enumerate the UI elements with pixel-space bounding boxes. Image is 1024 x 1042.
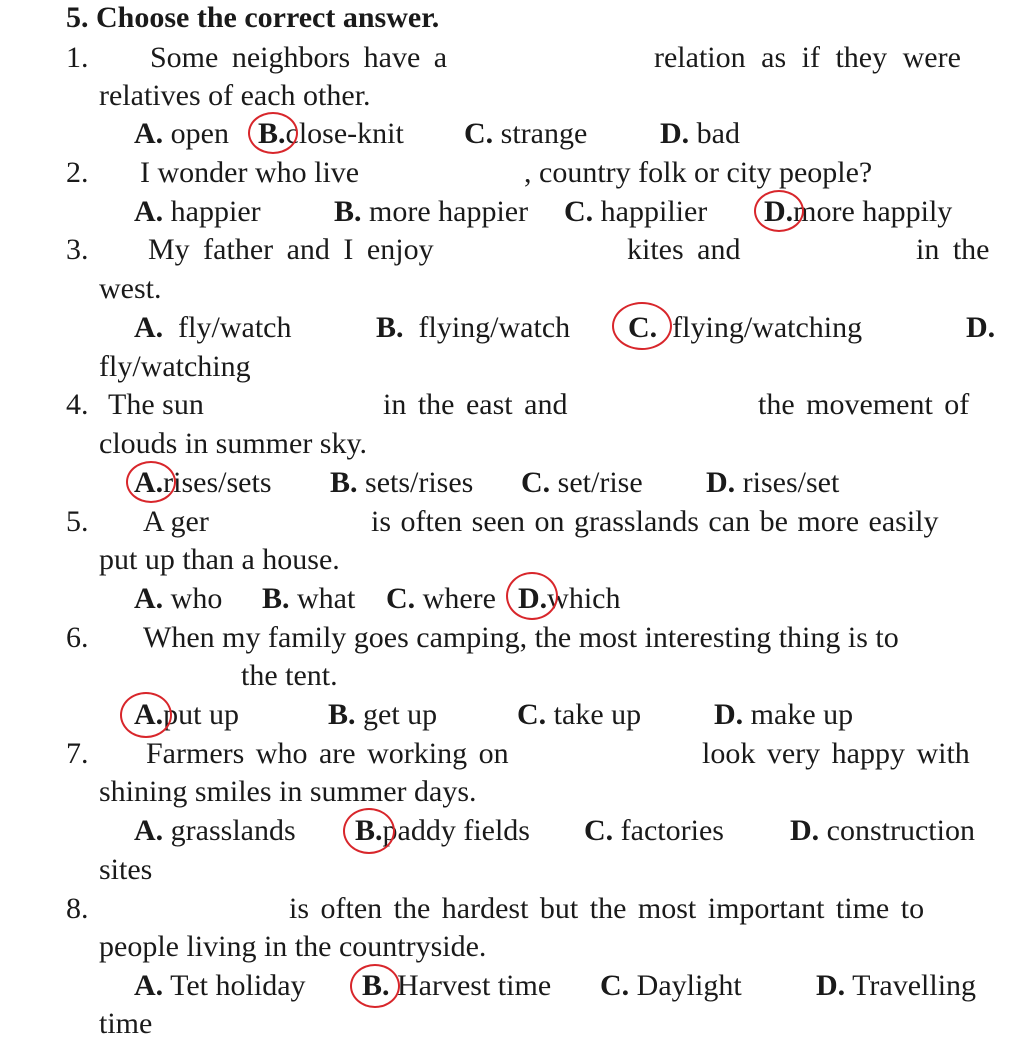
q3-stem-cont: west. [99,272,162,305]
option-letter: A. [134,195,164,228]
q8-stem-a: is often the hardest but the most important time to [289,892,925,925]
option-letter: C. [564,195,594,228]
option-letter: B. [362,969,390,1002]
option-text: flying/watch [418,311,571,344]
q7-option-c[interactable] [584,813,724,849]
q2-option-a[interactable] [134,194,261,230]
q8-option-a[interactable] [134,968,306,1004]
q5-number: 5. [66,505,89,538]
option-letter: A. [134,814,164,847]
option-letter: D. [790,814,820,847]
q7-option-d[interactable] [790,813,975,849]
q4-option-b[interactable] [330,465,473,501]
q1-option-a[interactable] [134,116,229,152]
q3-option-a[interactable] [134,310,291,346]
q3-option-d[interactable] [966,310,995,346]
option-text: take up [553,698,642,731]
option-text: paddy fields [382,814,530,847]
q3-number: 3. [66,233,89,266]
option-letter: A. [134,698,164,731]
q2-stem-a: I wonder who live [140,156,360,189]
q5-option-d[interactable] [518,581,621,617]
q6-stem-cont: the tent. [241,659,338,692]
q2-stem-b: , country folk or city people? [524,156,873,189]
option-letter: A. [134,466,164,499]
option-text: where [422,582,496,615]
q3-option-c[interactable] [628,310,862,346]
option-text: more happily [793,195,953,228]
option-letter: C. [464,117,494,150]
option-letter: A. [134,969,164,1002]
option-text: more happier [369,195,529,228]
q8-stem-cont: people living in the countryside. [99,930,487,963]
option-text: strange [500,117,588,150]
q3-option-b[interactable] [376,310,570,346]
q4-option-a[interactable] [134,465,272,501]
option-letter: D. [706,466,736,499]
q4-option-c[interactable] [521,465,643,501]
option-letter: C. [584,814,614,847]
option-letter: A. [134,582,164,615]
q6-option-b[interactable] [328,697,437,733]
option-letter: B. [262,582,290,615]
option-text: flying/watching [672,311,863,344]
option-text: close-knit [285,117,404,150]
q2-number: 2. [66,156,89,189]
q3-stem-c: in the [916,233,990,266]
option-letter: B. [334,195,362,228]
option-text: Harvest time [397,969,552,1002]
option-letter: B. [330,466,358,499]
option-letter: C. [517,698,547,731]
q6-option-c[interactable] [517,697,641,733]
option-letter: C. [628,311,658,344]
option-text: grasslands [170,814,296,847]
option-text: Daylight [636,969,742,1002]
option-letter: D. [816,969,846,1002]
q2-option-c[interactable] [564,194,707,230]
q7-option-d-cont: sites [99,853,153,886]
q7-stem-b: look very happy with [702,737,970,770]
option-letter: B. [376,311,404,344]
option-letter: B. [258,117,286,150]
q2-option-d[interactable] [764,194,952,230]
q6-number: 6. [66,621,89,654]
exercise-heading: 5. Choose the correct answer. [66,1,440,34]
q1-stem-b: relation as if they were [654,41,961,74]
option-letter: C. [386,582,416,615]
option-letter: C. [521,466,551,499]
q4-number: 4. [66,388,89,421]
option-letter: B. [328,698,356,731]
q5-stem-a: A ger [143,505,209,538]
option-letter: A. [134,311,164,344]
q8-option-d-cont: time [99,1007,153,1040]
option-text: sets/rises [365,466,474,499]
q7-option-b[interactable] [355,813,530,849]
q4-stem-b: in the east and [383,388,568,421]
option-letter: D. [714,698,744,731]
option-letter: B. [355,814,383,847]
option-text: which [547,582,621,615]
q5-stem-cont: put up than a house. [99,543,340,576]
q1-option-b[interactable] [258,116,404,152]
option-text: happilier [600,195,708,228]
q4-option-d[interactable] [706,465,839,501]
q2-option-b[interactable] [334,194,528,230]
option-text: who [170,582,223,615]
q1-option-d[interactable] [660,116,740,152]
q5-stem-b: is often seen on grasslands can be more easily [371,505,939,538]
q5-option-a[interactable] [134,581,222,617]
q6-option-a[interactable] [134,697,239,733]
option-text: rises/sets [163,466,272,499]
q1-stem-a: Some neighbors have a [150,41,448,74]
q5-option-c[interactable] [386,581,496,617]
q8-option-d[interactable] [816,968,976,1004]
option-text: Travelling [852,969,977,1002]
q3-option-d-text: fly/watching [99,350,251,383]
q8-number: 8. [66,892,89,925]
option-letter: D. [764,195,794,228]
q1-option-c[interactable] [464,116,587,152]
option-text: make up [750,698,854,731]
q4-stem-cont: clouds in summer sky. [99,427,368,460]
q1-stem-cont: relatives of each other. [99,79,371,112]
q6-option-d[interactable] [714,697,853,733]
q3-stem-b: kites and [627,233,741,266]
q8-option-c[interactable] [600,968,742,1004]
option-text: factories [620,814,724,847]
option-text: happier [170,195,261,228]
option-text: open [170,117,229,150]
option-letter: D. [660,117,690,150]
option-text: set/rise [557,466,643,499]
option-text: bad [696,117,740,150]
q3-stem-a: My father and I enjoy [148,233,434,266]
q8-option-b[interactable] [362,968,551,1004]
option-letter: D. [518,582,548,615]
option-text: construction [826,814,975,847]
q4-stem-a: The sun [108,388,204,421]
q7-number: 7. [66,737,89,770]
q7-stem-cont: shining smiles in summer days. [99,775,477,808]
option-text: what [297,582,356,615]
q7-option-a[interactable] [134,813,296,849]
option-letter: D. [966,311,996,344]
q4-stem-c: the movement of [758,388,970,421]
option-text: put up [163,698,240,731]
option-letter: A. [134,117,164,150]
option-text: get up [363,698,438,731]
q6-stem-a: When my family goes camping, the most interesting thing is to [143,621,899,654]
option-text: rises/set [742,466,840,499]
q1-number: 1. [66,41,89,74]
option-letter: C. [600,969,630,1002]
q5-option-b[interactable] [262,581,355,617]
q7-stem-a: Farmers who are working on [146,737,509,770]
option-text: fly/watch [178,311,292,344]
option-text: Tet holiday [170,969,306,1002]
